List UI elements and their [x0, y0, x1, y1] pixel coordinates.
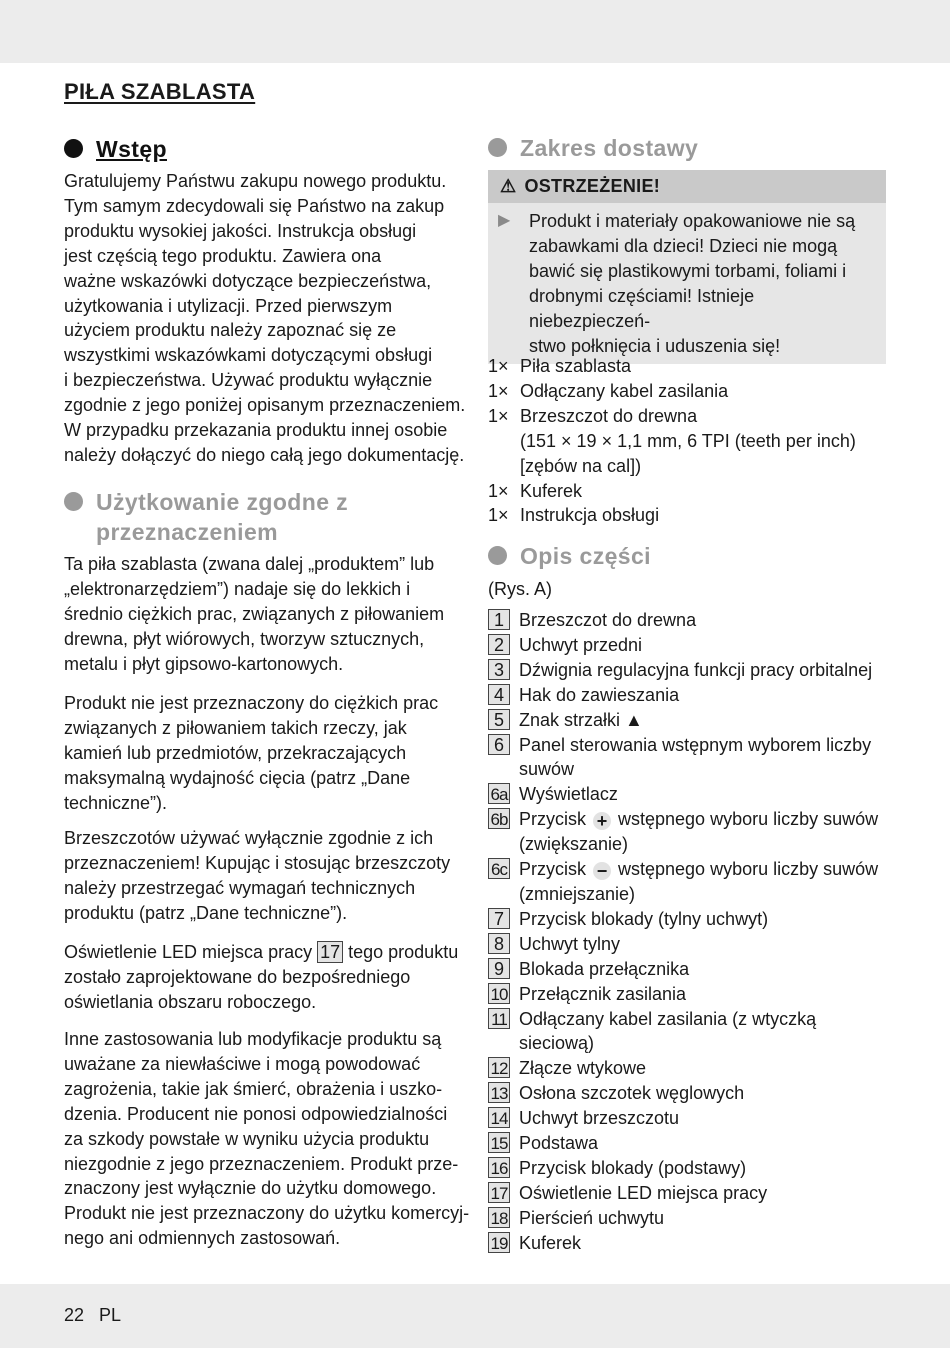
- part-text-post: wstępnego wyboru liczby suwów (zwiększanie): [519, 809, 879, 855]
- item-text: Kuferek: [520, 480, 583, 501]
- part-number: 9: [488, 958, 510, 979]
- part-item: [488, 1106, 878, 1131]
- part-item: [488, 782, 878, 807]
- warning-box: [488, 170, 886, 364]
- warning-body: [488, 203, 886, 364]
- part-number: 6c: [488, 858, 510, 879]
- part-number: 10: [488, 983, 510, 1004]
- part-text: Blokada przełącznika: [519, 958, 690, 979]
- item-text: Instrukcja obsługi: [520, 505, 660, 526]
- part-number: 11: [488, 1008, 510, 1029]
- part-text: Oświetlenie LED miejsca pracy: [519, 1182, 768, 1203]
- part-text: Przycisk blokady (podstawy): [519, 1157, 747, 1178]
- part-number: 15: [488, 1132, 510, 1153]
- part-number: 6b: [488, 808, 510, 829]
- part-item: [488, 683, 878, 708]
- usage-p4-b: tego produktu zostało zaprojektowane do bezpośredniego oświetlania obszaru roboczego.: [64, 942, 459, 1012]
- part-text: Hak do zawieszania: [519, 684, 680, 705]
- part-text-pre: Przycisk: [519, 859, 591, 880]
- part-item: [488, 1007, 878, 1057]
- part-text: Odłączany kabel zasilania (z wtyczką sieciową): [519, 1008, 817, 1054]
- warning-title: OSTRZEŻENIE!: [524, 176, 661, 196]
- top-band: [0, 0, 950, 63]
- part-item: [488, 957, 878, 982]
- part-item: [488, 658, 878, 683]
- warning-text: Produkt i materiały opakowaniowe nie są zabawkami dla dzieci! Dzieci nie mogą bawić się plastikowymi torbami, foliami i drobnymi częściami! Istnieje niebezpieczeń- stwo połknięcia i uduszenia się!: [529, 211, 856, 356]
- part-number: 6a: [488, 783, 510, 804]
- bullet-icon: [64, 139, 83, 158]
- page-number: 22: [64, 1305, 85, 1325]
- part-item: [488, 857, 878, 907]
- part-text: Złącze wtykowe: [519, 1058, 647, 1079]
- language-code: PL: [99, 1305, 122, 1325]
- part-item: [488, 1156, 878, 1181]
- part-item: [488, 708, 878, 733]
- delivery-list: [488, 354, 856, 528]
- part-text: Uchwyt brzeszczotu: [519, 1108, 680, 1129]
- part-number: 13: [488, 1082, 510, 1103]
- part-number: 1: [488, 609, 510, 630]
- part-item: [488, 1231, 878, 1256]
- part-number: 8: [488, 933, 510, 954]
- delivery-item: [488, 354, 856, 379]
- usage-p4: [64, 940, 474, 1015]
- parts-heading-text: Opis części: [520, 543, 651, 569]
- part-number: 19: [488, 1232, 510, 1253]
- part-item: [488, 1181, 878, 1206]
- delivery-item: [488, 503, 856, 528]
- usage-p2: Produkt nie jest przeznaczony do ciężkich prac związanych z piłowaniem takich rzeczy, jak kamień lub przedmiotów, przekraczających maksymalną wydajność cięcia (patrz „Dane techniczne”).: [64, 693, 439, 813]
- part-text: [519, 807, 878, 857]
- part-text: [519, 857, 878, 907]
- item-text: Odłączany kabel zasilania: [520, 380, 729, 401]
- part-text-post: wstępnego wyboru liczby suwów (zmniejszanie): [519, 859, 879, 904]
- part-item: [488, 1131, 878, 1156]
- part-number: 4: [488, 684, 510, 705]
- part-text: Brzeszczot do drewna: [519, 610, 697, 630]
- part-item: [488, 733, 878, 783]
- part-text: Dźwignia regulacyjna funkcji pracy orbitalnej: [519, 659, 873, 680]
- part-number-ref: 17: [317, 941, 343, 963]
- usage-p5: Inne zastosowania lub modyfikacje produktu są uważane za niewłaściwe i mogą powodować zagrożenia, takie jak śmierć, obrażenia i uszko- dzenia. Producent nie ponosi odpowiedzialności za szkody powstałe w wyniku użycia produktu niezgodnie z jego przeznaczeniem. Produkt prze- znaczony jest wyłącznie do użytku domowego. Produkt nie jest przeznaczony do użytku komercyj- nego ani odmiennych zastosowań.: [64, 1029, 470, 1249]
- usage-heading: [64, 487, 348, 547]
- delivery-item: [488, 479, 856, 504]
- part-number: 17: [488, 1182, 510, 1203]
- part-item: [488, 907, 878, 932]
- part-text: Uchwyt tylny: [519, 933, 621, 954]
- warning-header: [488, 170, 886, 203]
- part-number: 3: [488, 659, 510, 680]
- part-text: Podstawa: [519, 1133, 599, 1154]
- quantity: 1×: [488, 405, 509, 426]
- usage-heading-text: Użytkowanie zgodne z przeznaczeniem: [96, 489, 349, 545]
- bullet-icon: [64, 492, 83, 511]
- intro-heading: [64, 134, 167, 164]
- bullet-icon: [488, 138, 507, 157]
- intro-text: Gratulujemy Państwu zakupu nowego produktu. Tym samym zdecydowali się Państwo na zakup produktu wysokiej jakości. Instrukcja obsługi jest częścią tego produktu. Zawiera ona ważne wskazówki dotyczące bezpieczeństwa, użytkowania i utylizacji. Przed pierwszym użyciem produktu należy zapoznać się ze wszystkimi wskazówkami dotyczącymi obsługi i bezpieczeństwa. Używać produktu wyłącznie zgodnie z jego poniżej opisanym przeznaczeniem. W przypadku przekazania produktu innej osobie należy dołączyć do niego całą jego dokumentację.: [64, 171, 466, 465]
- part-text: Pierścień uchwytu: [519, 1207, 665, 1228]
- delivery-item: [488, 379, 856, 404]
- part-item: [488, 608, 878, 633]
- part-text: Przycisk blokady (tylny uchwyt): [519, 908, 769, 929]
- part-item: [488, 807, 878, 857]
- bottom-band: [0, 1284, 950, 1348]
- part-number: 5: [488, 709, 510, 730]
- part-item: [488, 1206, 878, 1231]
- page-footer: [64, 1305, 121, 1326]
- item-text: Piła szablasta: [520, 356, 632, 376]
- part-number: 14: [488, 1107, 510, 1128]
- part-number: 18: [488, 1207, 510, 1228]
- part-item: [488, 1081, 878, 1106]
- intro-heading-text: Wstęp: [96, 136, 167, 162]
- quantity: 1×: [488, 380, 509, 401]
- quantity: 1×: [488, 505, 509, 526]
- part-number: 16: [488, 1157, 510, 1178]
- part-text-pre: Przycisk: [519, 809, 591, 830]
- part-item: [488, 982, 878, 1007]
- part-number: 12: [488, 1057, 510, 1078]
- part-number: 2: [488, 634, 510, 655]
- part-text: Wyświetlacz: [519, 784, 618, 805]
- part-item: [488, 932, 878, 957]
- plus-icon: +: [593, 812, 611, 830]
- part-text: Znak strzałki ▲: [519, 709, 643, 730]
- part-text: Uchwyt przedni: [519, 634, 643, 655]
- parts-heading: [488, 541, 651, 571]
- play-arrow-icon: ▶: [498, 212, 511, 229]
- quantity: 1×: [488, 356, 509, 376]
- delivery-heading: [488, 133, 698, 163]
- warning-triangle-icon: ⚠: [500, 176, 517, 196]
- part-item: [488, 1056, 878, 1081]
- delivery-heading-text: Zakres dostawy: [520, 135, 699, 161]
- parts-list: [488, 608, 878, 1256]
- part-item: [488, 633, 878, 658]
- usage-p1: Ta piła szablasta (zwana dalej „produktem” lub „elektronarzędziem”) nadaje się do lekkich i średnio ciężkich prac, związanych z piłowaniem drewna, płyt wiórowych, tworzyw sztucznych, metalu i płyt gipsowo-kartonowych.: [64, 554, 445, 674]
- part-number: 6: [488, 734, 510, 755]
- delivery-item: [488, 404, 856, 479]
- page-title: PIŁA SZABLASTA: [64, 79, 256, 104]
- usage-p4-a: Oświetlenie LED miejsca pracy: [64, 942, 318, 962]
- quantity: 1×: [488, 480, 509, 501]
- part-text: Przełącznik zasilania: [519, 983, 687, 1004]
- item-text: Brzeszczot do drewna (151 × 19 × 1,1 mm, 6 TPI (teeth per inch) [zębów na cal]): [520, 405, 856, 476]
- part-text: Panel sterowania wstępnym wyborem liczby suwów: [519, 734, 872, 780]
- part-text: Kuferek: [519, 1232, 582, 1253]
- figure-reference: (Rys. A): [488, 579, 553, 599]
- part-text: Osłona szczotek węglowych: [519, 1083, 745, 1104]
- bullet-icon: [488, 546, 507, 565]
- part-number: 7: [488, 908, 510, 929]
- usage-p3: Brzeszczotów używać wyłącznie zgodnie z ich przeznaczeniem! Kupując i stosując brzeszczoty należy przestrzegać wymagań technicznych produktu (patrz „Dane techniczne”).: [64, 828, 451, 923]
- minus-icon: −: [593, 862, 611, 880]
